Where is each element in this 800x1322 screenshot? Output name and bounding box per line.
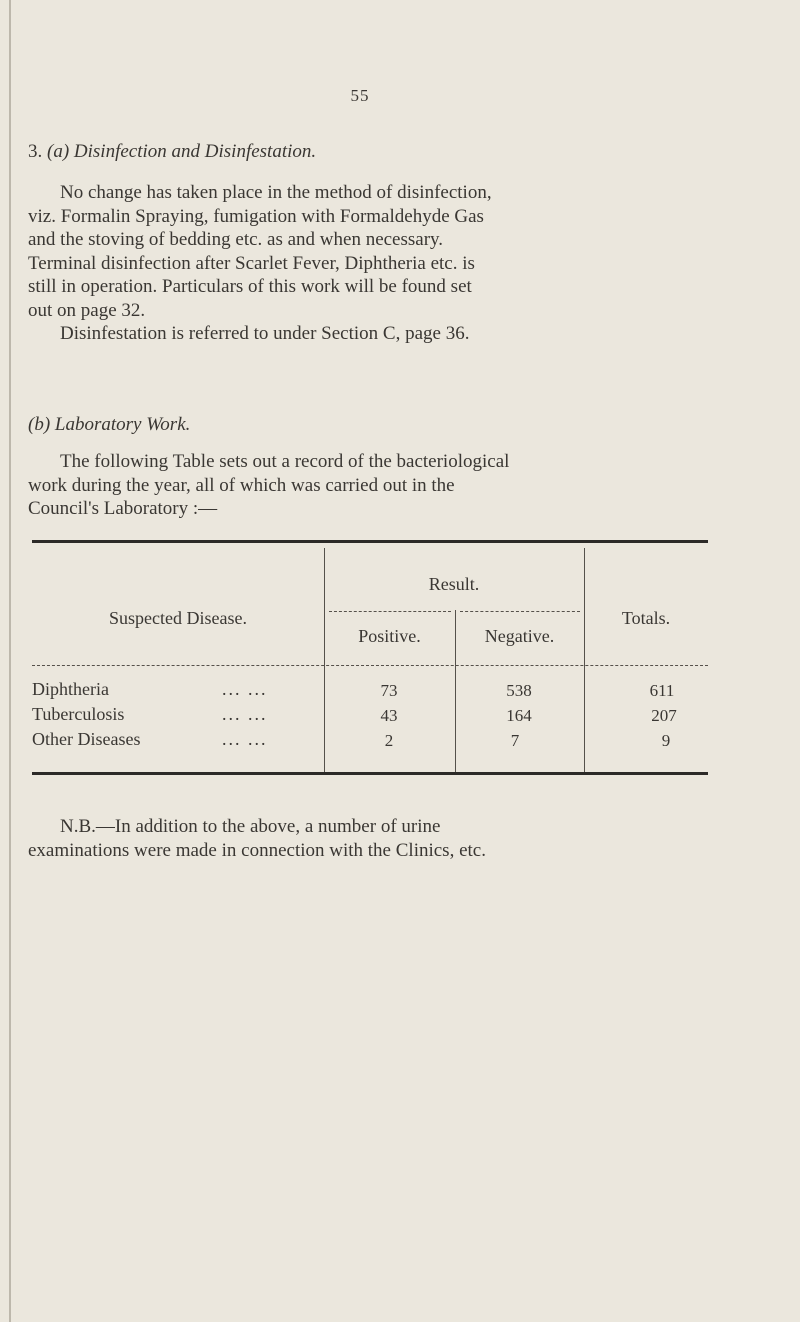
negative-value: 164 (506, 706, 532, 725)
column-divider (584, 548, 585, 774)
paragraph-line: out on page 32. (28, 299, 146, 321)
paragraph-line: No change has taken place in the method of disinfection, (60, 182, 492, 203)
note-line: N.B.—In addition to the above, a number of urine (60, 816, 441, 837)
header-positive: Positive. (358, 626, 421, 646)
section-a-title: Disinfection and Disinfestation. (73, 141, 317, 162)
section-b-label: (b) (28, 414, 51, 435)
laboratory-table (32, 540, 708, 774)
positive-value: 73 (380, 681, 398, 700)
section-a-heading (28, 141, 316, 163)
note-line: examinations were made in connection with the Clinics, etc. (28, 839, 486, 861)
leader-dots: ... ... (222, 679, 268, 699)
total-value: 9 (661, 731, 671, 750)
row-disease (32, 729, 140, 750)
leader-dots: ... ... (222, 704, 268, 724)
paragraph-line: still in operation. Particulars of this work will be found set (28, 276, 472, 297)
row-disease (32, 679, 109, 700)
section-a-label: (a) (47, 141, 70, 162)
page-edge-shadow (9, 0, 11, 1322)
disease-name: Diphtheria (32, 679, 109, 699)
table-bottom-rule (32, 772, 708, 775)
section-b-heading (28, 414, 190, 436)
paragraph-line: Disinfestation is referred to under Section C, page 36. (60, 323, 470, 344)
section-a-paragraph (28, 181, 718, 346)
row-disease (32, 704, 124, 725)
result-sub-rule (460, 611, 580, 612)
leader-dots: ... ... (222, 729, 268, 749)
disease-name: Other Diseases (32, 729, 141, 749)
paragraph-line: work during the year, all of which was carried out in the (28, 474, 455, 496)
total-value: 207 (651, 706, 677, 725)
paragraph-line: The following Table sets out a record of the bacteriological (60, 451, 510, 472)
header-suspected-disease: Suspected Disease. (109, 608, 247, 628)
header-bottom-rule (32, 665, 708, 666)
paragraph-line: Council's Laboratory :— (28, 498, 218, 519)
page-number: 55 (350, 86, 370, 105)
negative-value: 538 (506, 681, 532, 700)
result-sub-rule (329, 611, 451, 612)
section-b-title: Laboratory Work. (54, 414, 191, 435)
positive-value: 2 (384, 731, 394, 750)
header-totals: Totals. (621, 608, 671, 628)
section-b-paragraph (28, 450, 718, 521)
negative-value: 7 (510, 731, 520, 750)
table-top-rule (32, 540, 708, 543)
paragraph-line: and the stoving of bedding etc. as and when necessary. (28, 229, 444, 250)
total-value: 611 (649, 681, 675, 700)
paragraph-line: viz. Formalin Spraying, fumigation with Formaldehyde Gas (28, 205, 484, 227)
disease-name: Tuberculosis (32, 704, 125, 724)
header-negative: Negative. (484, 626, 555, 646)
header-result: Result. (428, 574, 480, 594)
note-paragraph (28, 815, 718, 862)
positive-value: 43 (380, 706, 398, 725)
paragraph-line: Terminal disinfection after Scarlet Fever, Diphtheria etc. is (28, 252, 475, 274)
section-number: 3. (28, 141, 43, 162)
